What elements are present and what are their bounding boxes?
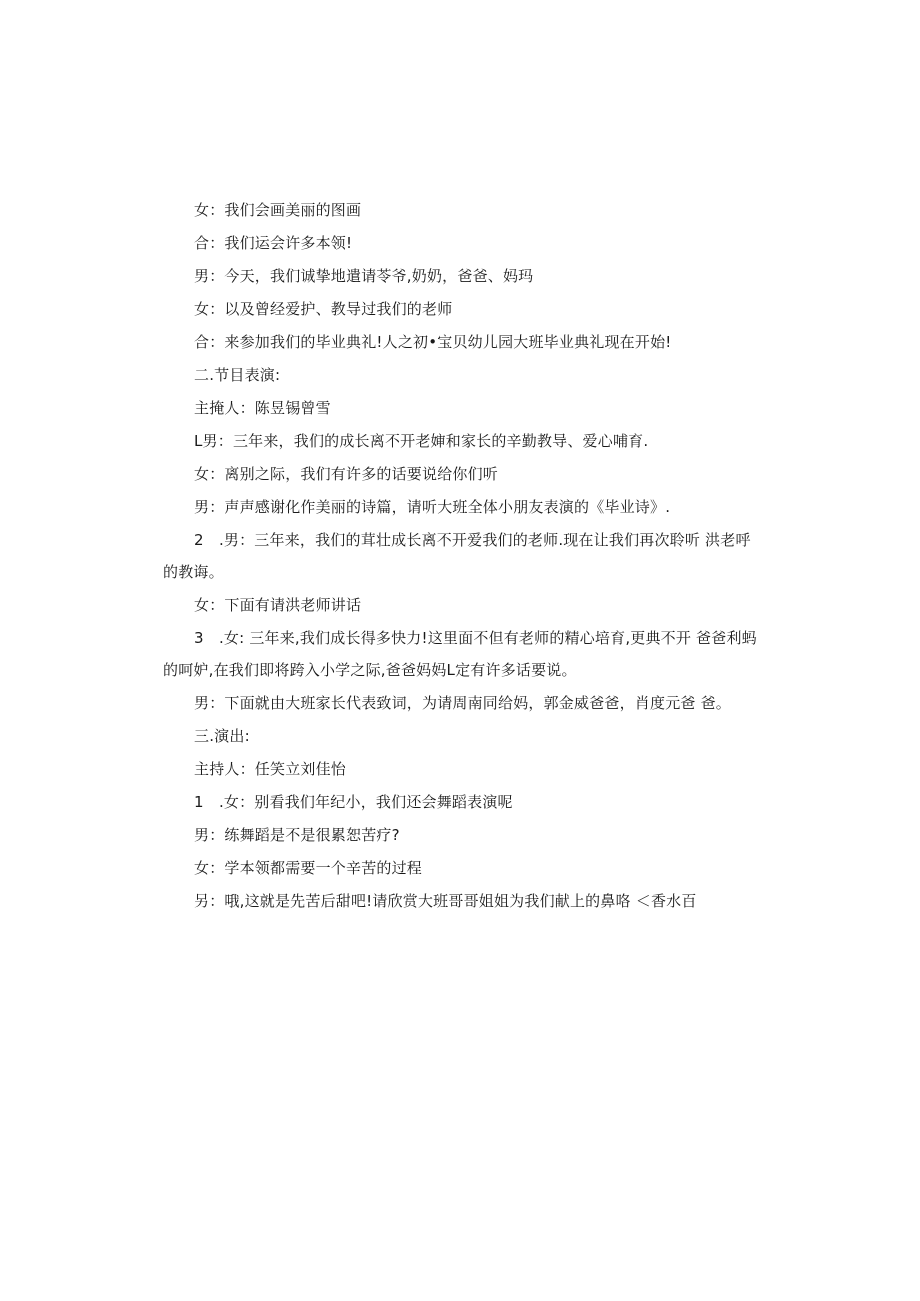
- script-line: 2 .男：三年来，我们的茸壮成长离不开爱我们的老师.现在让我们再次聆听 洪老呼: [194, 531, 751, 549]
- script-line: 男：今天，我们诚挚地遣请苓爷,奶奶，爸爸、妈玛: [194, 267, 534, 285]
- script-line: 合：我们运会许多本领!: [194, 234, 353, 252]
- script-line: 合：来参加我们的毕业典礼!人之初•宝贝幼儿园大班毕业典礼现在开始!: [194, 333, 672, 351]
- script-line-continuation: 的教诲。: [163, 563, 224, 581]
- script-line: 男：练舞蹈是不是很累恕苦疗?: [194, 826, 400, 844]
- section-heading: 三.演出:: [194, 727, 250, 745]
- script-line-continuation: 的呵妒,在我们即将跨入小学之际,爸爸妈妈L定有许多话要说。: [163, 661, 577, 679]
- script-line: 1 .女：别看我们年纪小，我们还会舞蹈表演呢: [194, 793, 513, 811]
- script-line: 男：下面就由大班家长代表致词，为请周南同给妈，郭金威爸爸，肖度元爸 爸。: [194, 694, 731, 712]
- script-line: 3 .女: 三年来,我们成长得多快力!这里面不但有老师的精心培育,更典不开 爸爸利蚂: [194, 629, 757, 647]
- script-line: 另：哦,这就是先苦后甜吧!请欣赏大班哥哥姐姐为我们献上的鼻咯 ＜香水百: [194, 892, 697, 910]
- section-heading: 二.节目表演:: [194, 366, 281, 384]
- script-line: 男：声声感谢化作美丽的诗篇，请听大班全体小朋友表演的《毕业诗》.: [194, 498, 671, 516]
- script-line: 女：离别之际，我们有许多的话要说给你们听: [194, 465, 499, 483]
- script-line: L男：三年来，我们的成长离不开老婶和家长的辛勤教导、爱心哺育.: [194, 432, 649, 450]
- script-line: 女：学本领都需要一个辛苦的过程: [194, 859, 423, 877]
- script-line: 女：以及曾经爱护、教导过我们的老师: [194, 300, 453, 318]
- script-line: 女：我们会画美丽的图画: [194, 201, 362, 219]
- host-line: 主持人：任笑立刘佳怡: [194, 760, 347, 778]
- script-line: 女：下面有请洪老师讲话: [194, 596, 362, 614]
- host-line: 主掩人：陈昱锡曾雪: [194, 399, 331, 417]
